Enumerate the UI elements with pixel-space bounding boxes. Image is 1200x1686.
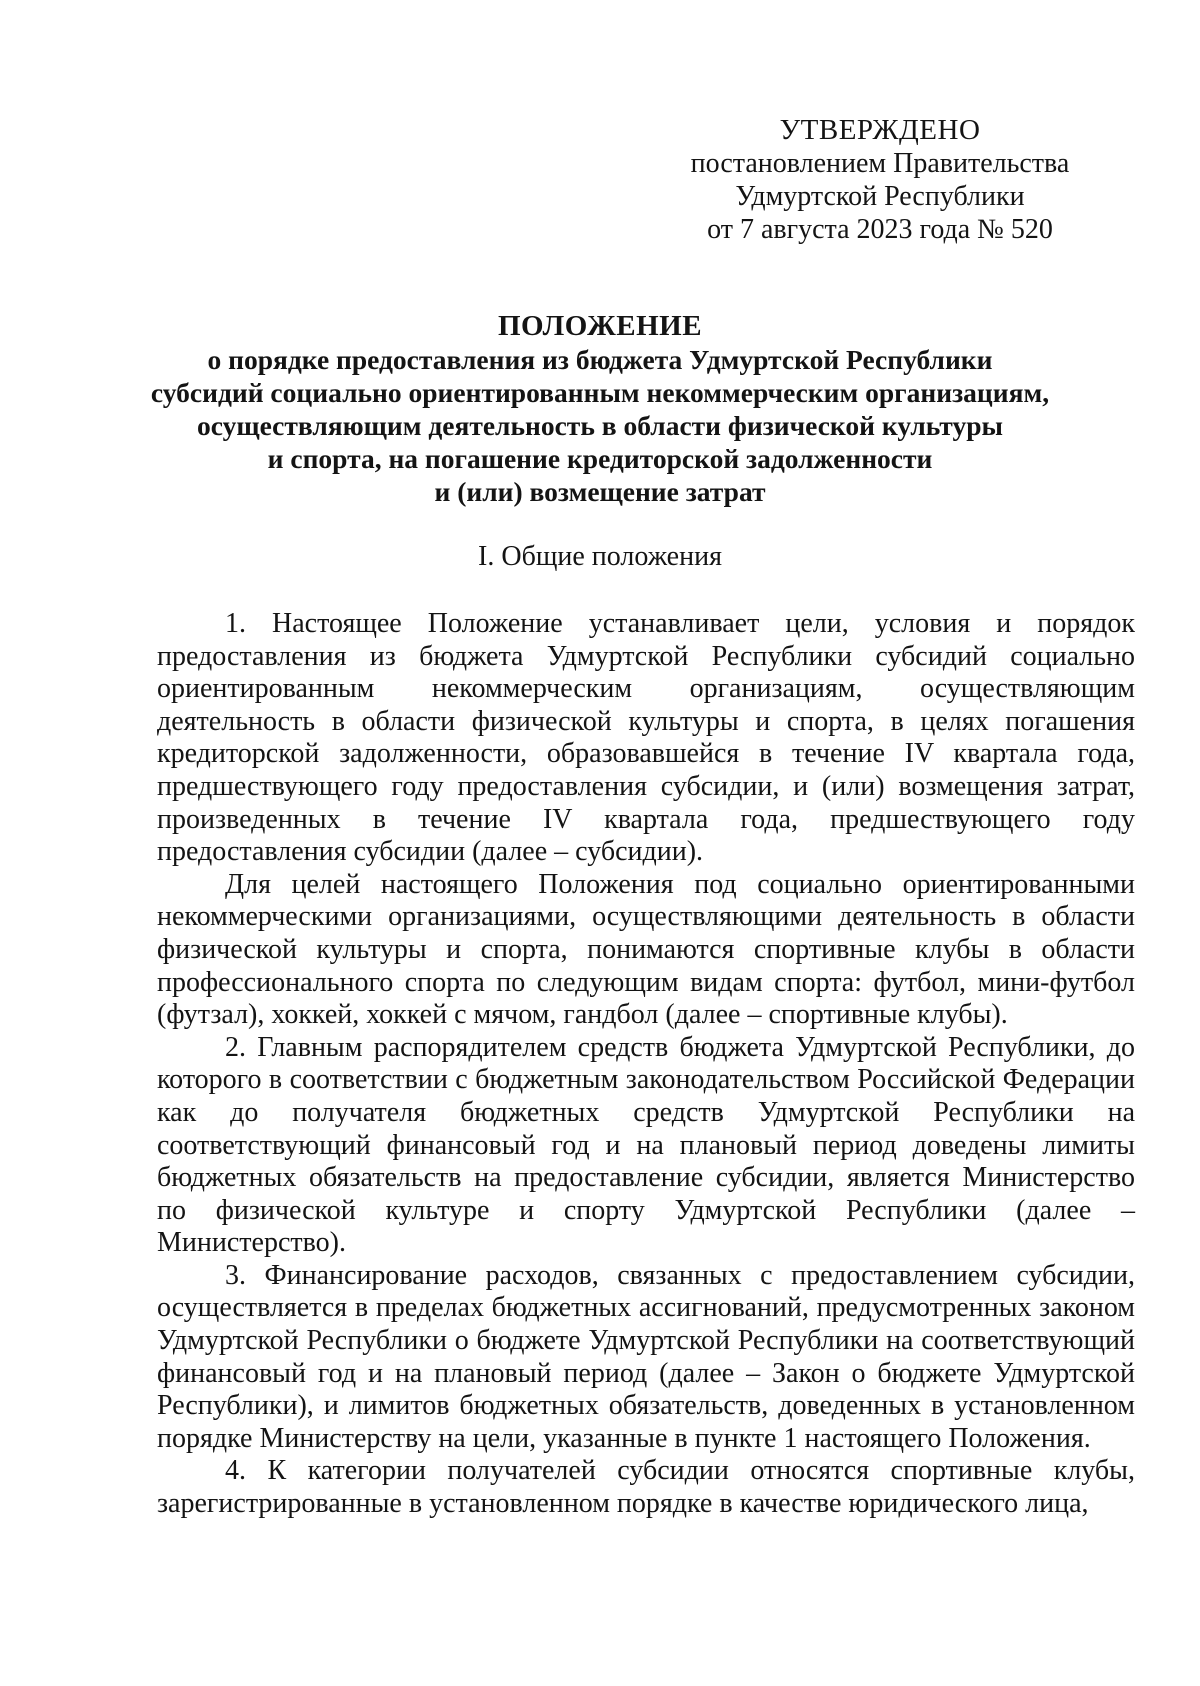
section-heading: I. Общие положения — [478, 541, 722, 572]
paragraph-1-definition: Для целей настоящего Положения под социально ориентированными некоммерческими организациями, осуществляющими деятельность в области физической культуры и спорта, понимаются спортивные клубы в области профессионального спорта по следующим видам спорта: футбол, мини-футбол (футзал), хоккей, хоккей с мячом, гандбол (далее – спортивные клубы). — [157, 868, 1135, 1031]
approval-line-1: постановлением Правительства — [690, 148, 1070, 179]
title-main: ПОЛОЖЕНИЕ — [497, 310, 703, 342]
approval-block — [680, 114, 1080, 246]
approval-stamp: УТВЕРЖДЕНО — [779, 114, 981, 146]
title-line-5: и (или) возмещение затрат — [434, 476, 766, 507]
paragraph-4: 4. К категории получателей субсидии относятся спортивные клубы, зарегистрированные в установленном порядке в качестве юридического лица, — [157, 1455, 1135, 1520]
approval-line-3: от 7 августа 2023 года № 520 — [707, 214, 1053, 245]
document-title — [150, 310, 1050, 508]
document-body — [157, 608, 1135, 1521]
paragraph-2: 2. Главным распорядителем средств бюджета Удмуртской Республики, до которого в соответствии с бюджетным законодательством Российской Федерации как до получателя бюджетных средств Удмуртской Республики на соответствующий финансовый год и на плановый период доведены лимиты бюджетных обязательств на предоставление субсидии, является Министерство по физической культуре и спорту Удмуртской Республики (далее – Министерство). — [157, 1031, 1135, 1259]
title-line-1: о порядке предоставления из бюджета Удмуртской Республики — [207, 344, 993, 375]
title-line-2: субсидий социально ориентированным некоммерческим организациям, — [150, 377, 1050, 408]
title-line-4: и спорта, на погашение кредиторской задолженности — [267, 443, 933, 474]
title-line-3: осуществляющим деятельность в области физической культуры — [197, 410, 1003, 441]
paragraph-1: 1. Настоящее Положение устанавливает цели, условия и порядок предоставления из бюджета Удмуртской Республики субсидий социально ориентированным некоммерческим организациям, осуществляющим деятельность в области физической культуры и спорта, в целях погашения кредиторской задолженности, образовавшейся в течение IV квартала года, предшествующего году предоставления субсидии, и (или) возмещения затрат, произведенных в течение IV квартала года, предшествующего году предоставления субсидии (далее – субсидии). — [157, 608, 1135, 868]
approval-line-2: Удмуртской Республики — [735, 181, 1025, 212]
paragraph-3: 3. Финансирование расходов, связанных с предоставлением субсидии, осуществляется в пределах бюджетных ассигнований, предусмотренных законом Удмуртской Республики о бюджете Удмуртской Республики на соответствующий финансовый год и на плановый период (далее – Закон о бюджете Удмуртской Республики), и лимитов бюджетных обязательств, доведенных в установленном порядке Министерству на цели, указанные в пункте 1 настоящего Положения. — [157, 1259, 1135, 1454]
